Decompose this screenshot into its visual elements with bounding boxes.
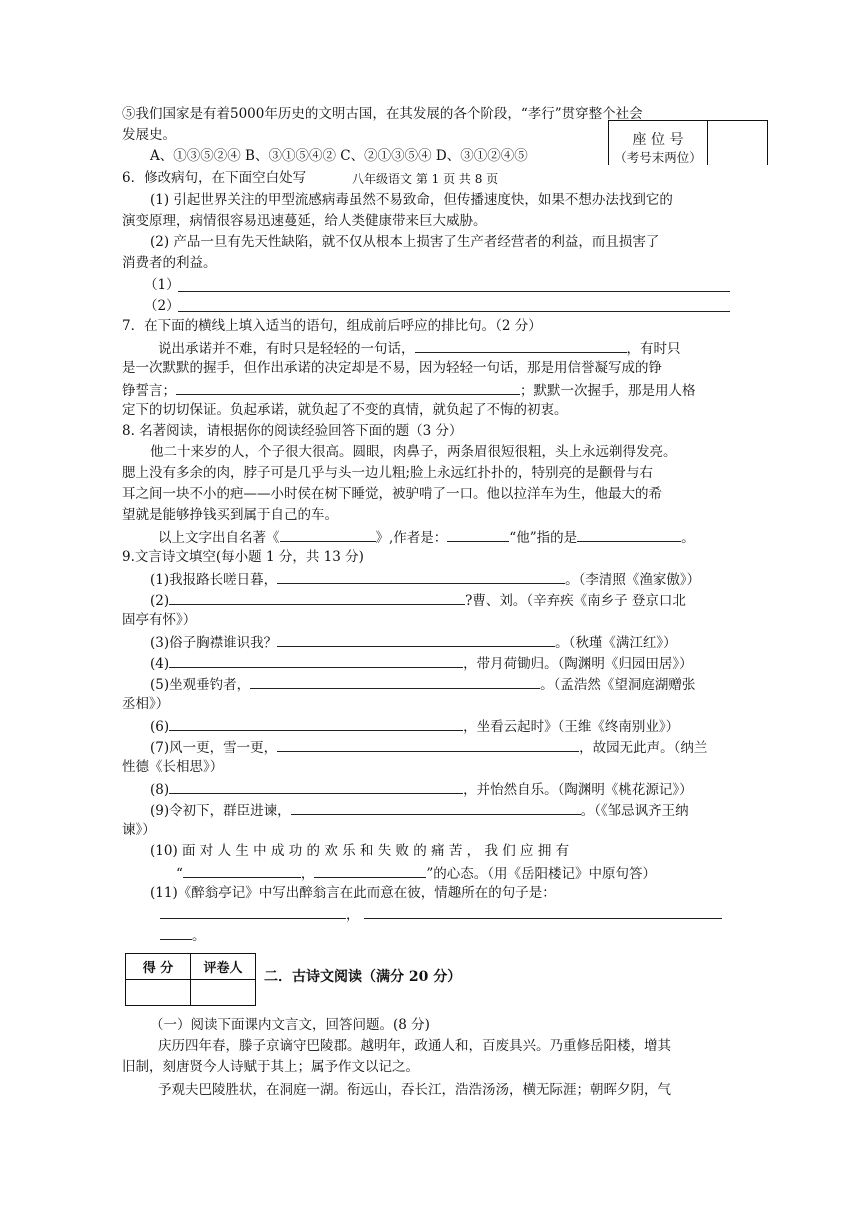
q9-item5-source: 。（孟浩然《望洞庭湖赠张 [540,677,696,693]
q9-item2-blank[interactable] [169,589,465,605]
seat-number-note: （考号末两位） [614,150,702,165]
q8-title: 8. 名著阅读，请根据你的阅读经验回答下面的题（3 分） [122,423,463,439]
q9-item10: (10) 面 对 人 生 中 成 功 的 欢 乐 和 失 败 的 痛 苦 ， 我 们 应 拥 有 [150,843,570,859]
section2-para3: 予观夫巴陵胜状，在洞庭一湖。衔远山，吞长江，浩浩汤汤，横无际涯；朝晖夕阴，气 [158,1082,671,1098]
score-header: 得 分 [126,954,191,980]
grader-cell[interactable] [191,980,256,1006]
q9-item6 [150,715,679,737]
q6-title: 6．修改病句，在下面空白处写 [122,170,307,186]
q9-item11: (11)《醉翁亭记》中写出醉翁言在此而意在彼，情趣所在的句子是： [150,885,556,901]
q9-item1-source: 。（李清照《渔家傲》） [565,572,701,588]
q7-line1-text: 说出承诺并不难，有时只是轻轻的一句话， [158,341,415,357]
q9-item7 [150,736,707,758]
q9-item10-comma: ， [300,866,315,882]
q9-item7-cont: 性德《长相思》） [122,759,224,775]
q7-line1 [158,337,681,359]
q9-item7-blank[interactable] [277,736,579,752]
section2-subtitle: （一）阅读下面课内文言文，回答问题。(8 分) [150,1017,430,1033]
q9-item9-blank[interactable] [291,799,581,815]
q9-item11-end: 。 [192,928,206,944]
q5-line1: ⑤我们国家是有着5000年历史的文明古国，在其发展的各个阶段，“孝行”贯穿整个社会 [122,106,643,122]
q7-title: 7．在下面的横线上填入适当的语句，组成前后呼应的排比句。（2 分） [122,318,542,334]
q9-item11-answer-cont [160,924,206,946]
q7-line2: 是一次默默的握手，但作出承诺的决定却是不易，因为轻轻一句话，那是用信誉凝写成的铮 [122,360,662,376]
q9-item8-blank[interactable] [169,778,463,794]
seat-box-divider [707,121,708,165]
q8-para2: 腮上没有多余的肉，脖子可是几乎与头一边儿粗;脸上永远红扑扑的，特别亮的是颧骨与右 [122,465,654,481]
q9-item4-source: ，带月荷锄归。（陶渊明《归园田居》） [463,656,693,672]
q7-blank2[interactable] [176,379,520,395]
q8-para3: 耳之间一块不小的疤——小时侯在树下睡觉，被驴啃了一口。他以拉洋车为生，他最大的希 [122,486,662,502]
q9-item10-source: ”的心态。（用《岳阳楼记》中原句答） [426,866,657,882]
q7-line3-text: 铮誓言； [122,383,176,399]
q7-blank1[interactable] [415,337,627,353]
q9-item2-num: (2) [150,593,170,609]
q8-author-blank[interactable] [447,526,509,542]
q9-item10-answer [176,862,656,884]
q9-item10-blank2[interactable] [314,862,426,878]
q9-item3 [150,631,677,653]
q9-item5-blank[interactable] [250,673,540,689]
q8-author-label: 》,作者是： [375,530,448,546]
q8-question-text: 以上文字出自名著《 [158,530,280,546]
q9-item1-blank[interactable] [277,568,565,584]
q6-answer1-label: （1） [144,277,180,293]
q9-item11-blank1[interactable] [160,903,346,919]
q9-item11-comma: ， [346,907,360,923]
q7-line3 [122,379,696,401]
q6-sentence1-line2: 演变原理，病情很容易迅速蔓延，给人类健康带来巨大威胁。 [122,213,487,229]
q9-item10-blank1[interactable] [183,862,301,878]
q9-item5 [150,673,695,695]
grader-header: 评卷人 [191,954,256,980]
q8-he-label: “他”指的是 [509,530,578,546]
q6-sentence2-line1: (2) 产品一旦有先天性缺陷，就不仅从根本上损害了生产者经营者的利益，而且损害了 [150,234,660,250]
q9-item6-source: ，坐看云起时》（王维《终南别业》） [463,719,680,735]
q9-item6-num: (6) [150,719,170,735]
q8-end: 。 [681,530,695,546]
q9-item1 [150,568,700,590]
q9-item4-blank[interactable] [169,652,463,668]
q8-he-blank[interactable] [577,526,681,542]
q7-line3-tail: ；默默一次握手，那是用人格 [520,383,696,399]
q6-answer2-line[interactable] [178,311,730,312]
q9-item11-blank2[interactable] [364,903,722,919]
q9-item6-blank[interactable] [169,715,463,731]
q9-title: 9.文言诗文填空(每小题 1 分，共 13 分) [122,549,364,565]
q6-sentence2-line2: 消费者的利益。 [122,255,217,271]
score-cell[interactable] [126,980,191,1006]
q7-line1-tail: ，有时只 [626,341,681,357]
q6-answer2-label: （2） [144,298,180,314]
q9-item3-source: 。（秋瑾《满江红》） [555,635,677,651]
q9-item2-source: ?曹、刘。（辛弃疾《南乡子 登京口北 [465,593,686,609]
q9-item5-cont: 丞相》） [122,696,170,712]
q9-item8-num: (8) [150,782,170,798]
q8-para1: 他二十来岁的人，个子很大很高。圆眼，肉鼻子，两条眉很短很粗，头上永远剃得发亮。 [150,444,677,460]
q5-options: A、①③⑤②④ B、③①⑤④② C、②①③⑤④ D、③①②④⑤ [150,148,528,164]
q9-item4 [150,652,693,674]
section2-para1: 庆历四年春，滕子京谪守巴陵郡。越明年，政通人和，百废具兴。乃重修岳阳楼，增其 [158,1038,671,1054]
q8-para4: 望就是能够挣钱买到属于自己的车。 [122,507,338,523]
q7-line4: 定下的切切保证。负起承诺，就负起了不变的真情，就负起了不悔的初衷。 [122,402,568,418]
q9-item10-open-quote: “ [176,866,183,882]
q9-item11-blank3[interactable] [160,924,192,940]
score-box [125,953,256,1006]
seat-number-label: 座 位 号 [632,132,684,148]
section2-para2: 旧制，刻唐贤今人诗赋于其上；属予作文以记之。 [122,1059,419,1075]
q9-item4-num: (4) [150,656,170,672]
q9-item5-text: (5)坐观垂钓者， [150,677,251,693]
seat-number-box [608,120,768,165]
q9-item3-blank[interactable] [277,631,555,647]
section2-title: 二．古诗文阅读（满分 20 分） [264,969,462,985]
page-header: 八年级语文 第 1 页 共 8 页 [352,172,499,186]
q9-item3-text: (3)俗子胸襟谁识我？ [150,635,278,651]
q9-item9-text: (9)令初下，群臣进谏， [150,803,291,819]
q8-question [158,526,695,548]
q9-item1-text: (1)我报路长嗟日暮， [150,572,278,588]
q9-item9-source: 。（《邹忌讽齐王纳 [580,803,689,819]
q9-item9 [150,799,689,821]
q9-item9-cont: 谏》） [122,822,156,838]
q6-answer1-line[interactable] [178,291,730,292]
q8-book-blank[interactable] [280,526,376,542]
q5-line2: 发展史。 [122,127,176,143]
q9-item11-answer [160,903,722,925]
q9-item2-cont: 固亭有怀》） [122,612,197,628]
q9-item7-source: ，故园无此声。（纳兰 [579,740,708,756]
q9-item8-source: ，并怡然自乐。（陶渊明《桃花源记》） [463,782,693,798]
q6-sentence1-line1: (1) 引起世界关注的甲型流感病毒虽然不易致命，但传播速度快，如果不想办法找到它的 [150,192,673,208]
q9-item8 [150,778,693,800]
q9-item2 [150,589,686,611]
q9-item7-text: (7)风一更，雪一更， [150,740,278,756]
